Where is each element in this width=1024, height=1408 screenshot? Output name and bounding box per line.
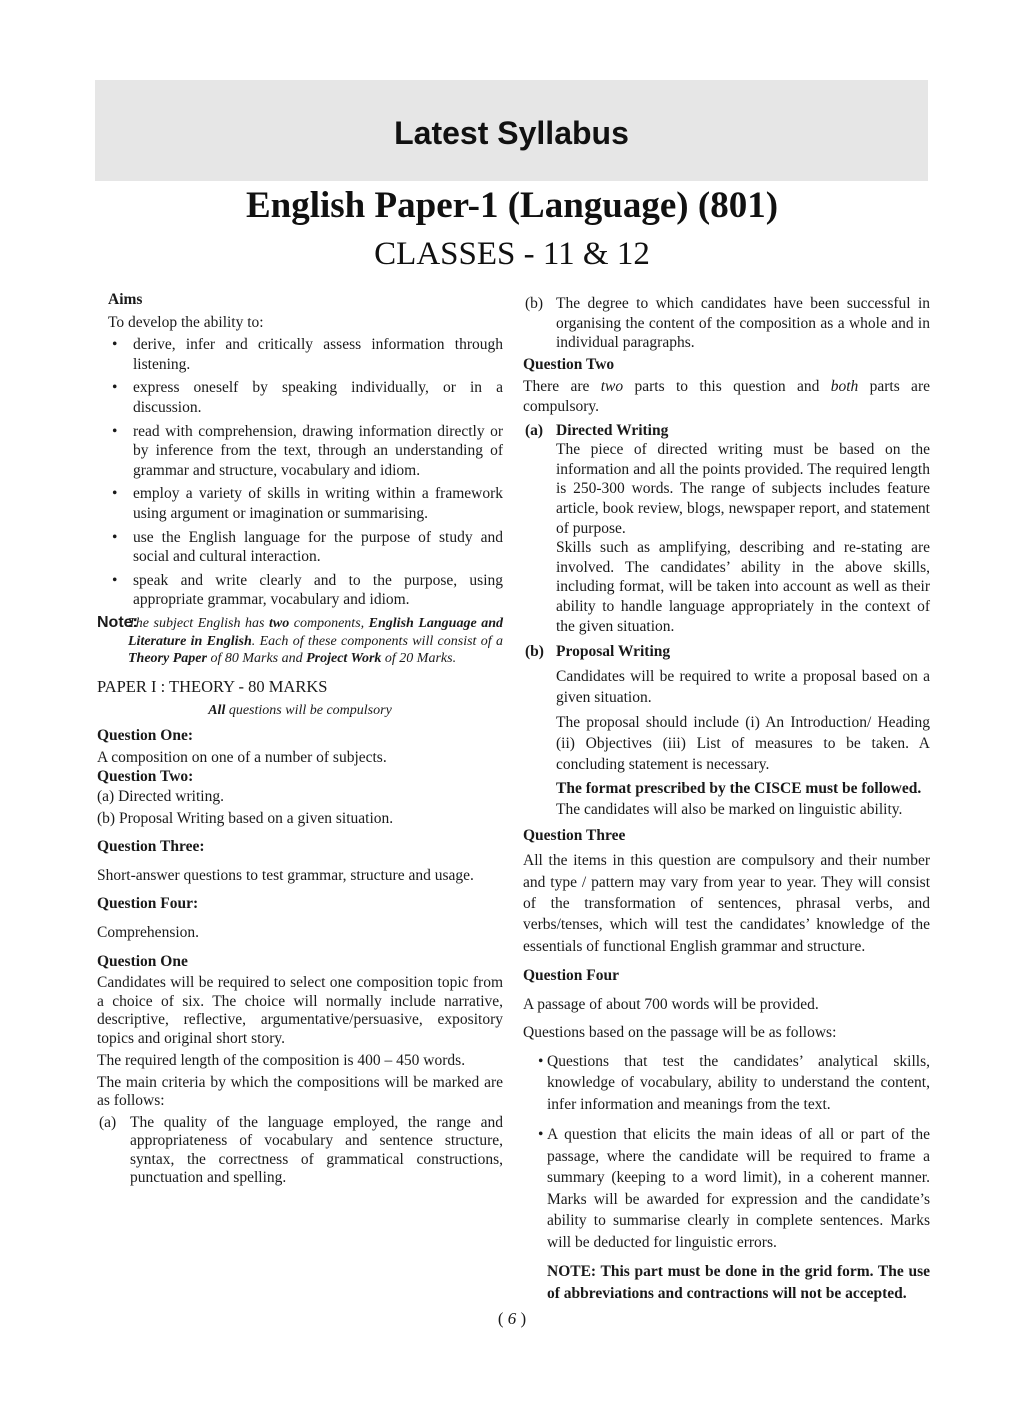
aims-list-item: • speak and write clearly and to the purpose, using appropriate grammar, vocabulary and idiom. — [97, 571, 503, 610]
proposal-writing-section — [523, 642, 930, 820]
question-four-heading: Question Four: — [97, 895, 199, 913]
question-two-detail-heading: Question Two — [523, 355, 615, 373]
question-two-heading: Question Two: — [97, 768, 194, 786]
aims-list-item: • derive, infer and critically assess information through listening. — [97, 335, 503, 374]
right-column — [523, 294, 930, 1304]
intro-text: both — [830, 378, 859, 396]
question-three-detail-heading: Question Three — [523, 826, 626, 844]
section-label: (b) — [525, 643, 544, 661]
question-one-detail-heading: Question One — [97, 952, 188, 970]
question-four-bullet: • A question that elicits the main ideas of all or part of the passage, where the candidate will be required to frame a summary (keeping to a word limit), in a coherent manner. Marks will be awarded for expression and the candidate’s ability to summarise clearly in complete sentences. Marks will be deducted for linguistic errors. — [523, 1124, 930, 1253]
note-text: components, — [289, 615, 369, 631]
note-text: two — [269, 615, 290, 631]
question-three-heading: Question Three: — [97, 838, 205, 856]
criteria-item-label: (b) — [525, 295, 544, 312]
paper-heading: PAPER I : THEORY - 80 MARKS — [97, 677, 328, 697]
question-four-detail-heading: Question Four — [523, 966, 620, 984]
note-label: Note: — [97, 613, 138, 631]
note-text: English Language and Literature in English — [128, 615, 503, 649]
note-text: The subject English has — [128, 615, 269, 631]
page-number — [0, 1309, 1024, 1329]
intro-text: parts to this question and — [623, 378, 831, 396]
page-number-open: ( — [497, 1309, 508, 1328]
question-four-p2: Questions based on the passage will be as follows: — [523, 1024, 837, 1042]
note-text: Theory Paper — [128, 651, 207, 667]
proposal-writing-p3: The format prescribed by the CISCE must be followed. — [556, 779, 922, 797]
question-four-bullets — [523, 1051, 930, 1254]
document-title: English Paper-1 (Language) (801) — [245, 185, 779, 226]
criteria-item-label: (a) — [99, 1113, 117, 1131]
note — [97, 615, 503, 668]
proposal-writing-p1: Candidates will be required to write a proposal based on a given situation. — [556, 667, 930, 706]
aims-list-item: • read with comprehension, drawing information directly or by inference from the text, through an understanding of grammar and structure, vocabulary and idiom. — [97, 422, 503, 481]
criteria-item-text: The degree to which candidates have been successful in organising the content of the composition as a whole and in individual paragraphs. — [556, 295, 930, 352]
directed-writing-p2: Skills such as amplifying, describing and re-stating are involved. The candidates’ ability in the above skills, including format, will be taken into account as well as their ability to handle language appropriately in the context of the given situation. — [556, 539, 930, 635]
intro-text: parts are compulsory. — [523, 378, 930, 415]
page-number-close: ) — [516, 1309, 527, 1328]
proposal-writing-p4: The candidates will also be marked on linguistic ability. — [556, 801, 903, 819]
intro-text: two — [600, 378, 624, 396]
aims-list-item: • express oneself by speaking individually, or in a discussion. — [97, 378, 503, 417]
grid-form-note: NOTE: This part must be done in the grid form. The use of abbreviations and contractions will not be accepted. — [547, 1263, 930, 1302]
question-two-a: (a) Directed writing. — [97, 787, 224, 805]
note-text: of 20 Marks. — [381, 651, 457, 667]
question-one-heading: Question One: — [97, 727, 194, 745]
directed-writing-section — [523, 421, 930, 637]
aims-intro: To develop the ability to: — [108, 313, 264, 331]
banner-title: Latest Syllabus — [394, 115, 629, 151]
criteria-item-b — [523, 294, 930, 353]
directed-writing-p1: The piece of directed writing must be based on the information and all the points provided. The required length is 250-300 words. The range of subjects includes feature article, book review, blogs, newspaper report, and statement of purpose. — [556, 441, 930, 537]
question-one-detail-p1: Candidates will be required to select one composition topic from a choice of six. The choice will normally include narrative, descriptive, reflective, argumentative/persuasive, expository topics and original short story. — [97, 974, 503, 1047]
compulsory-note — [97, 701, 503, 721]
question-one-detail-p3: The main criteria by which the compositions will be marked are as follows: — [97, 1073, 503, 1110]
question-two-b: (b) Proposal Writing based on a given situation. — [97, 809, 394, 827]
question-one-text: A composition on one of a number of subjects. — [97, 748, 387, 766]
intro-text: There are — [523, 378, 601, 396]
proposal-writing-p2: The proposal should include (i) An Introduction/ Heading (ii) Objectives (iii) List of measures to be taken. A concluding statement is necessary. — [556, 713, 930, 773]
section-label: (a) — [525, 421, 544, 439]
criteria-item-a — [97, 1114, 503, 1188]
question-four-bullet: • Questions that test the candidates’ analytical skills, knowledge of vocabulary, ability to understand the content, infer information and meanings from the text. — [523, 1051, 930, 1116]
directed-writing-heading: Directed Writing — [556, 421, 669, 439]
criteria-item-text: The quality of the language employed, the range and appropriateness of vocabulary and sentence structure, syntax, the correctness of grammatical constructions, punctuation and spelling. — [130, 1113, 503, 1187]
page-number-value: 6 — [507, 1309, 517, 1328]
aims-list-item: • employ a variety of skills in writing within a framework using argument or imagination or summarising. — [97, 484, 503, 523]
note-text: . Each of these components will consist of a — [251, 633, 503, 649]
question-three-detail-text: All the items in this question are compulsory and their number and type / pattern may vary from year to year. They will consist of the transformation of sentences, phrasal verbs, and verbs/tenses, which will test the candidates’ knowledge of the essentials of functional English grammar and structure. — [523, 852, 930, 955]
compulsory-note-text: questions will be compulsory — [225, 702, 392, 718]
aims-heading: Aims — [108, 291, 143, 308]
question-two-intro — [523, 377, 930, 416]
left-column — [97, 290, 503, 1188]
question-four-p1: A passage of about 700 words will be provided. — [523, 995, 819, 1013]
question-three-text: Short-answer questions to test grammar, structure and usage. — [97, 866, 474, 884]
document-subtitle: CLASSES - 11 & 12 — [374, 236, 650, 272]
compulsory-note-text: All — [208, 702, 226, 718]
aims-list-item: • use the English language for the purpose of study and social and cultural interaction. — [97, 528, 503, 567]
question-one-detail-p2: The required length of the composition is 400 – 450 words. — [97, 1052, 466, 1070]
note-text: of 80 Marks and — [206, 651, 307, 667]
aims-list — [97, 335, 503, 610]
proposal-writing-heading: Proposal Writing — [556, 643, 671, 661]
question-four-text: Comprehension. — [97, 923, 200, 941]
syllabus-banner — [95, 80, 928, 181]
note-text: Project Work — [306, 651, 382, 667]
